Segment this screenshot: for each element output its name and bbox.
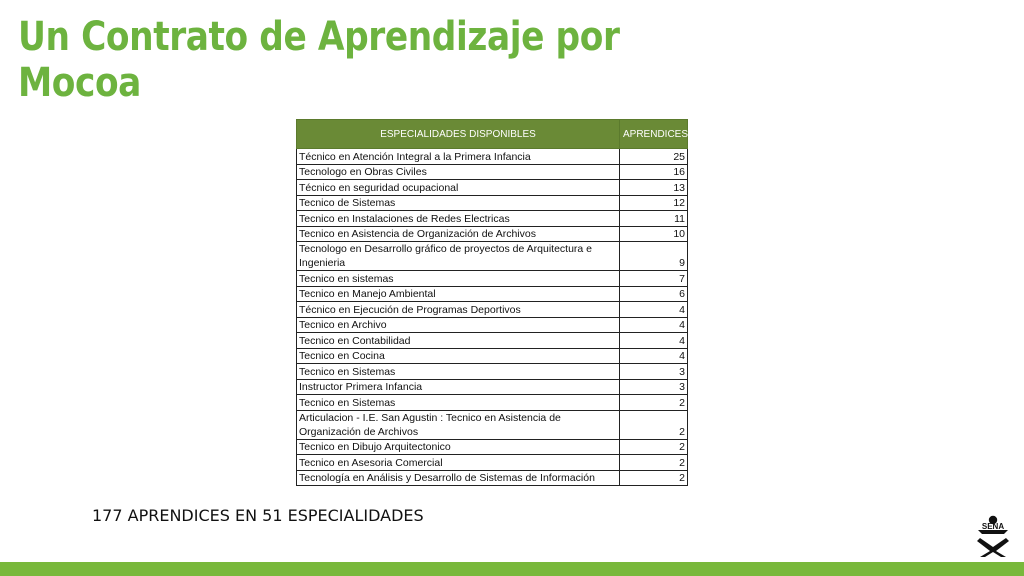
specialty-name-cell: Tecnico en Instalaciones de Redes Electricas — [297, 211, 620, 227]
specialty-name-cell: Tecnico en Archivo — [297, 317, 620, 333]
sena-logo-text: SENA — [981, 522, 1005, 531]
table-row — [297, 164, 688, 180]
apprentice-count-cell: 11 — [620, 211, 688, 227]
specialty-name-cell: Tecnología en Análisis y Desarrollo de Sistemas de Información — [297, 470, 620, 486]
apprentice-count-cell: 2 — [620, 470, 688, 486]
table-row — [297, 286, 688, 302]
slide-title — [18, 14, 619, 106]
table-row — [297, 195, 688, 211]
specialty-name-cell: Tecnico en Sistemas — [297, 395, 620, 411]
apprentice-count-cell: 6 — [620, 286, 688, 302]
apprentice-count-cell: 9 — [620, 242, 688, 271]
specialty-name-cell: Tecnico en Contabilidad — [297, 333, 620, 349]
apprentice-count-cell: 13 — [620, 180, 688, 196]
slide-title-line-2: Mocoa — [18, 60, 141, 106]
apprentice-count-cell: 10 — [620, 226, 688, 242]
apprentice-count-cell: 3 — [620, 364, 688, 380]
specialty-name-cell: Tecnico en Sistemas — [297, 364, 620, 380]
apprentice-count-cell: 16 — [620, 164, 688, 180]
table-row — [297, 149, 688, 165]
apprentice-count-cell: 4 — [620, 302, 688, 318]
table-row — [297, 379, 688, 395]
table-row — [297, 348, 688, 364]
table-row — [297, 271, 688, 287]
apprentice-count-cell: 2 — [620, 410, 688, 439]
header-apprentices: APRENDICES — [620, 120, 688, 149]
apprentice-count-cell: 7 — [620, 271, 688, 287]
footer-bar — [0, 562, 1024, 576]
sena-logo-icon — [970, 514, 1016, 558]
table-header-row — [297, 120, 688, 149]
table-row — [297, 180, 688, 196]
specialty-name-cell: Técnico en seguridad ocupacional — [297, 180, 620, 196]
apprentice-count-cell: 25 — [620, 149, 688, 165]
specialty-name-cell: Tecnico en Asesoria Comercial — [297, 455, 620, 471]
summary-text: 177 APRENDICES EN 51 ESPECIALIDADES — [92, 506, 424, 525]
table-row — [297, 364, 688, 380]
specialty-name-cell: Instructor Primera Infancia — [297, 379, 620, 395]
table-row — [297, 455, 688, 471]
specialty-name-cell: Tecnico de Sistemas — [297, 195, 620, 211]
specialty-name-cell: Tecnologo en Desarrollo gráfico de proyectos de Arquitectura e Ingenieria — [297, 242, 620, 271]
specialty-name-cell: Tecnico en sistemas — [297, 271, 620, 287]
specialty-name-cell: Tecnico en Cocina — [297, 348, 620, 364]
apprentice-count-cell: 3 — [620, 379, 688, 395]
specialties-table — [296, 119, 688, 486]
header-specialties: ESPECIALIDADES DISPONIBLES — [297, 120, 620, 149]
apprentice-count-cell: 4 — [620, 348, 688, 364]
table-row — [297, 242, 688, 271]
specialty-name-cell: Tecnico en Dibujo Arquitectonico — [297, 439, 620, 455]
apprentice-count-cell: 2 — [620, 439, 688, 455]
table-row — [297, 395, 688, 411]
table-row — [297, 226, 688, 242]
specialty-name-cell: Tecnico en Manejo Ambiental — [297, 286, 620, 302]
specialty-name-cell: Técnico en Ejecución de Programas Deportivos — [297, 302, 620, 318]
table-row — [297, 439, 688, 455]
apprentice-count-cell: 2 — [620, 455, 688, 471]
table-row — [297, 470, 688, 486]
table-row — [297, 333, 688, 349]
apprentice-count-cell: 12 — [620, 195, 688, 211]
table-row — [297, 317, 688, 333]
specialty-name-cell: Articulacion - I.E. San Agustin : Tecnico en Asistencia de Organización de Archivos — [297, 410, 620, 439]
table-row — [297, 302, 688, 318]
specialty-name-cell: Técnico en Atención Integral a la Primera Infancia — [297, 149, 620, 165]
apprentice-count-cell: 2 — [620, 395, 688, 411]
table-row — [297, 211, 688, 227]
table-row — [297, 410, 688, 439]
apprentice-count-cell: 4 — [620, 333, 688, 349]
slide-title-line-1: Un Contrato de Aprendizaje por — [18, 14, 620, 60]
specialty-name-cell: Tecnico en Asistencia de Organización de Archivos — [297, 226, 620, 242]
apprentice-count-cell: 4 — [620, 317, 688, 333]
specialty-name-cell: Tecnologo en Obras Civiles — [297, 164, 620, 180]
